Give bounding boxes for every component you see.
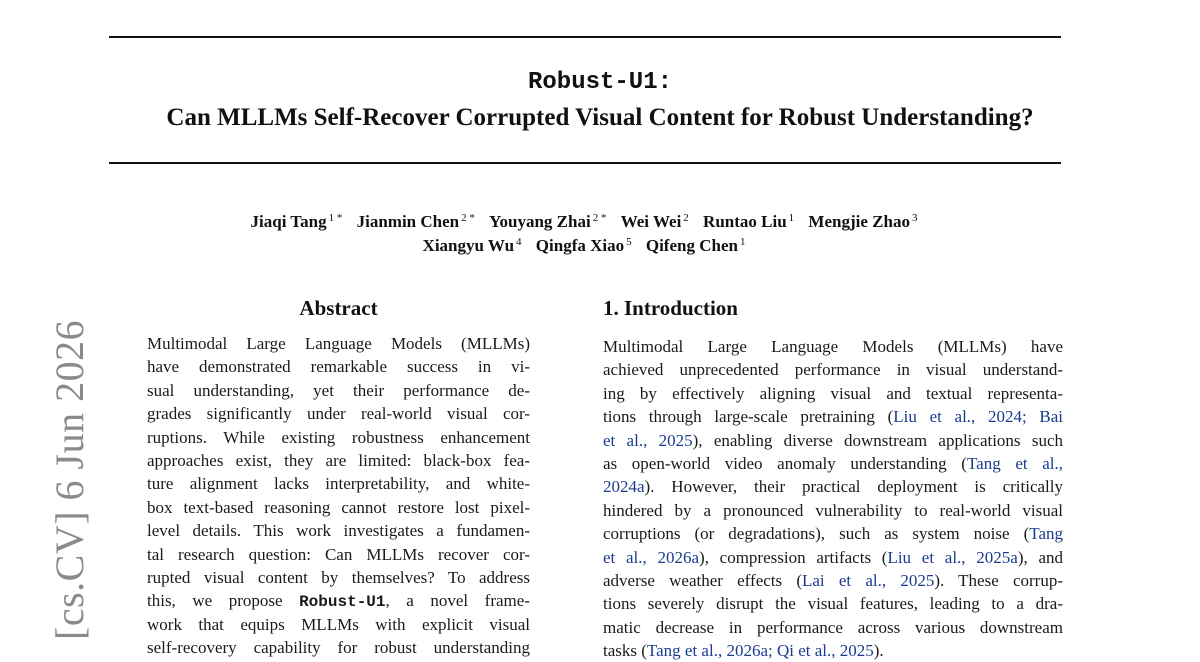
introduction-body bbox=[603, 335, 1063, 662]
abstract-line: Multimodal Large Language Models (MLLMs) bbox=[147, 334, 530, 353]
abstract-line: grades significantly under real-world visual cor- bbox=[147, 404, 530, 424]
intro-line bbox=[603, 452, 1063, 475]
citation-link[interactable]: et al., 2025 bbox=[603, 430, 693, 450]
author-affiliation: 2 * bbox=[592, 212, 607, 224]
method-name: Robust-U1 bbox=[299, 593, 386, 612]
author-affiliation: 1 bbox=[739, 236, 746, 248]
abstract-line: rupted visual content by themselves? To address bbox=[147, 567, 530, 587]
author-affiliation: 2 bbox=[683, 212, 689, 224]
author-affiliation: 5 bbox=[626, 236, 632, 248]
author bbox=[423, 236, 522, 255]
author bbox=[357, 212, 475, 231]
intro-text: ). bbox=[873, 641, 884, 661]
author bbox=[536, 236, 632, 255]
intro-text: ), and bbox=[1017, 547, 1063, 567]
author bbox=[251, 212, 343, 231]
author-name: Wei Wei bbox=[620, 212, 682, 231]
arxiv-stamp-text: [cs.CV] 6 Jun 2026 bbox=[47, 319, 92, 640]
author-name: Jianmin Chen bbox=[356, 212, 460, 231]
intro-text: ). However, their practical deployment is critically bbox=[644, 477, 1063, 497]
introduction-heading: 1. Introduction bbox=[603, 296, 738, 320]
author-list-row2 bbox=[0, 230, 1168, 258]
intro-line bbox=[603, 546, 1063, 569]
intro-line: Multimodal Large Language Models (MLLMs) have bbox=[603, 337, 1063, 356]
author-affiliation: 3 bbox=[911, 212, 918, 224]
intro-text: tasks ( bbox=[603, 641, 647, 661]
citation-link[interactable]: Tang bbox=[1029, 524, 1063, 544]
citation-link[interactable]: Tang et al., 2026a; Qi et al., 2025 bbox=[646, 641, 874, 661]
title-bottom-rule bbox=[109, 162, 1061, 164]
author-name: Qifeng Chen bbox=[645, 236, 738, 255]
author-affiliation: 2 * bbox=[461, 212, 475, 224]
abstract-heading: Abstract bbox=[299, 296, 378, 320]
intro-line: hindered by a pronounced vulnerability to real-world visual bbox=[603, 500, 1063, 520]
title-top-rule bbox=[109, 36, 1061, 38]
citation-link[interactable]: Tang et al., bbox=[966, 453, 1064, 473]
intro-text: ), enabling diverse downstream applications such bbox=[692, 430, 1064, 450]
intro-text: ), compression artifacts ( bbox=[699, 547, 888, 567]
abstract-text: this, we propose bbox=[147, 591, 300, 611]
citation-link[interactable]: 2024a bbox=[603, 477, 645, 497]
author-name: Qingfa Xiao bbox=[535, 236, 625, 255]
intro-line: ing by effectively aligning visual and textual representa- bbox=[603, 383, 1063, 403]
citation-link[interactable]: Liu et al., 2025a bbox=[887, 547, 1018, 567]
intro-line bbox=[603, 429, 1063, 452]
abstract-body bbox=[147, 332, 530, 659]
intro-text: tions through large-scale pretraining ( bbox=[603, 407, 894, 427]
paper-title-line2: Can MLLMs Self-Recover Corrupted Visual Content for Robust Understanding? bbox=[166, 104, 1034, 131]
paper-title-line1: Robust-U1: bbox=[527, 69, 673, 96]
intro-line bbox=[603, 405, 1063, 428]
author-affiliation: 1 * bbox=[328, 212, 343, 224]
author-name: Xiangyu Wu bbox=[422, 236, 515, 255]
citation-link[interactable]: et al., 2026a bbox=[603, 547, 700, 567]
intro-text: adverse weather effects ( bbox=[603, 570, 802, 590]
citation-link[interactable]: Liu et al., 2024; Bai bbox=[893, 407, 1063, 427]
abstract-line: box text-based reasoning cannot restore lost pixel- bbox=[147, 497, 530, 517]
intro-line: tions severely disrupt the visual features, leading to a dra- bbox=[603, 594, 1063, 614]
abstract-line: approaches exist, they are limited: black-box fea- bbox=[147, 450, 530, 470]
intro-line bbox=[603, 639, 1063, 662]
author-affiliation: 4 bbox=[516, 236, 522, 248]
author-name: Mengjie Zhao bbox=[808, 212, 910, 231]
author bbox=[489, 212, 606, 231]
author-affiliation: 1 bbox=[788, 212, 795, 224]
intro-text: ). These corrup- bbox=[934, 570, 1063, 590]
abstract-line: tal research question: Can MLLMs recover cor- bbox=[147, 544, 530, 564]
author-name: Youyang Zhai bbox=[489, 212, 591, 231]
arxiv-sidebar-stamp bbox=[47, 319, 92, 640]
author bbox=[621, 212, 689, 231]
author-name: Runtao Liu bbox=[703, 212, 787, 231]
author-name: Jiaqi Tang bbox=[250, 212, 327, 231]
intro-text: as open-world video anomaly understanding ( bbox=[603, 453, 967, 473]
intro-line bbox=[603, 522, 1063, 545]
abstract-line: ture alignment lacks interpretability, and white- bbox=[147, 474, 530, 494]
abstract-line: work that equips MLLMs with explicit visual bbox=[147, 614, 530, 634]
author bbox=[703, 212, 794, 231]
abstract-line bbox=[147, 589, 530, 612]
citation-link[interactable]: Lai et al., 2025 bbox=[802, 570, 935, 590]
abstract-line: level details. This work investigates a fundamen- bbox=[147, 521, 530, 541]
abstract-line: self-recovery capability for robust understanding bbox=[147, 638, 530, 658]
author bbox=[646, 236, 746, 255]
intro-line: achieved unprecedented performance in visual understand- bbox=[603, 360, 1063, 380]
intro-line: matic decrease in performance across various downstream bbox=[603, 617, 1063, 637]
abstract-line: sual understanding, yet their performance de- bbox=[147, 380, 530, 400]
intro-line bbox=[603, 475, 1063, 498]
abstract-line: have demonstrated remarkable success in vi- bbox=[147, 357, 530, 377]
intro-text: corruptions (or degradations), such as system noise ( bbox=[603, 524, 1030, 544]
abstract-text: , a novel frame- bbox=[385, 591, 530, 611]
abstract-line: ruptions. While existing robustness enhancement bbox=[147, 427, 530, 447]
intro-line bbox=[603, 569, 1063, 592]
author bbox=[808, 212, 917, 231]
